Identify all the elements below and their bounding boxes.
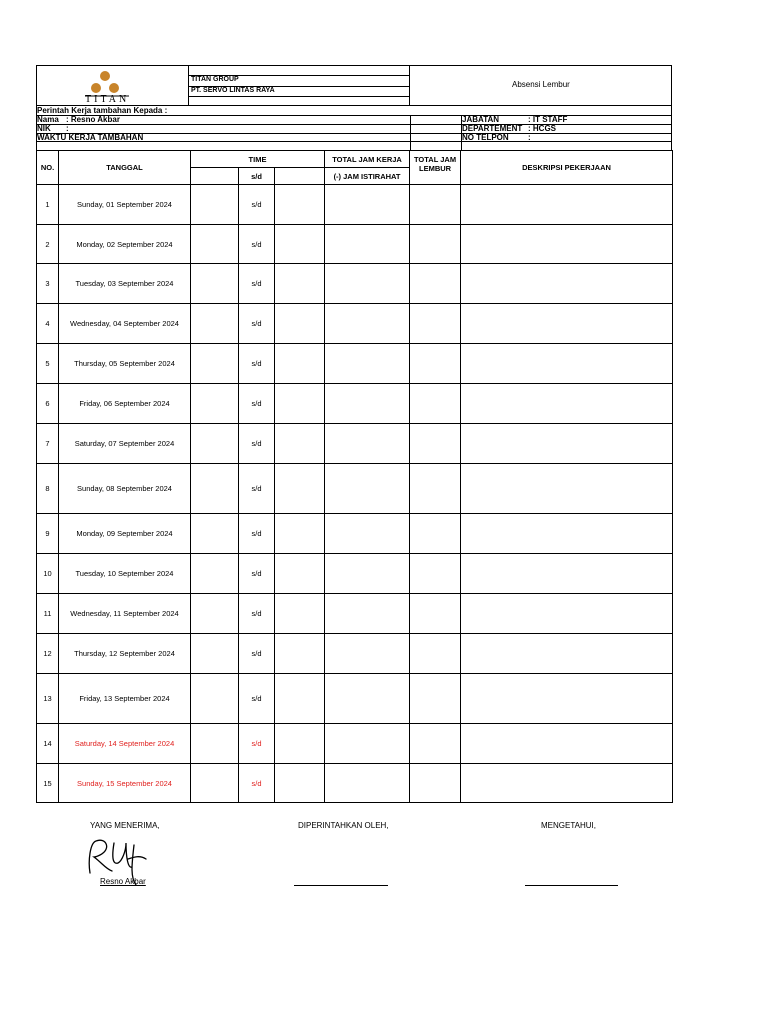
col-deskripsi-header: DESKRIPSI PEKERJAAN [461,151,673,185]
table-row [37,464,673,514]
dept-label: DEPARTEMENT [462,124,523,133]
total-lembur-cell [410,384,461,424]
time-end-cell [275,464,325,514]
table-row [37,304,673,344]
total-kerja-cell [325,185,410,225]
total-lembur-cell [410,225,461,264]
row-no: 8 [37,464,59,514]
time-start-cell [191,384,239,424]
row-date: Sunday, 15 September 2024 [59,764,191,803]
time-start-cell [191,554,239,594]
time-from-cell [191,168,239,185]
deskripsi-cell [461,464,673,514]
row-date: Friday, 06 September 2024 [59,384,191,424]
time-end-cell [275,634,325,674]
row-date: Sunday, 01 September 2024 [59,185,191,225]
row-no: 10 [37,554,59,594]
row-sd: s/d [239,264,275,304]
receiver-label: YANG MENERIMA, [90,821,160,830]
time-start-cell [191,764,239,803]
row-sd: s/d [239,185,275,225]
time-start-cell [191,424,239,464]
total-lembur-cell [410,264,461,304]
jabatan-label: JABATAN [462,115,500,124]
total-kerja-cell [325,634,410,674]
logo [37,66,189,105]
table-row [37,514,673,554]
table-row [37,264,673,304]
row-sd: s/d [239,304,275,344]
total-kerja-cell [325,225,410,264]
total-kerja-cell [325,424,410,464]
total-lembur-cell [410,464,461,514]
row-no: 3 [37,264,59,304]
deskripsi-cell [461,264,673,304]
row-no: 11 [37,594,59,634]
row-sd: s/d [239,225,275,264]
total-kerja-cell [325,464,410,514]
total-lembur-cell [410,185,461,225]
row-sd: s/d [239,634,275,674]
col-total-lembur-header: TOTAL JAM LEMBUR [410,151,461,185]
total-lembur-cell [410,764,461,803]
time-to-cell [275,168,325,185]
total-kerja-cell [325,344,410,384]
total-lembur-cell [410,724,461,764]
deskripsi-cell [461,594,673,634]
row-date: Tuesday, 03 September 2024 [59,264,191,304]
receiver-name: Resno Akbar [100,877,146,886]
row-no: 4 [37,304,59,344]
info-block [36,106,672,150]
row-date: Tuesday, 10 September 2024 [59,554,191,594]
col-istirahat-header: (-) JAM ISTIRAHAT [325,168,410,185]
doc-title: Absensi Lembur [512,80,570,89]
nik-label: NIK [37,124,51,133]
deskripsi-cell [461,514,673,554]
row-no: 7 [37,424,59,464]
row-no: 14 [37,724,59,764]
row-date: Monday, 02 September 2024 [59,225,191,264]
row-sd: s/d [239,514,275,554]
name-value: : Resno Akbar [66,115,120,124]
telp-label: NO TELPON [462,133,509,142]
row-date: Saturday, 14 September 2024 [59,724,191,764]
acknowledged-label: MENGETAHUI, [541,821,596,830]
company-group: TITAN GROUP [191,76,239,83]
time-start-cell [191,594,239,634]
name-label: Nama [37,115,59,124]
time-end-cell [275,594,325,634]
time-end-cell [275,384,325,424]
col-total-kerja-header: TOTAL JAM KERJA [325,151,410,168]
deskripsi-cell [461,185,673,225]
total-kerja-cell [325,554,410,594]
table-row [37,594,673,634]
overtime-table [36,150,673,803]
table-row [37,384,673,424]
jabatan-value: : IT STAFF [528,115,568,124]
deskripsi-cell [461,424,673,464]
total-lembur-cell [410,594,461,634]
total-kerja-cell [325,764,410,803]
col-sd-header: s/d [239,168,275,185]
total-lembur-cell [410,304,461,344]
row-no: 9 [37,514,59,554]
col-no-header: NO. [37,151,59,185]
company-block [189,66,410,105]
row-sd: s/d [239,764,275,803]
order-label: Perintah Kerja tambahan Kepada : [37,106,168,115]
total-lembur-cell [410,344,461,384]
time-end-cell [275,724,325,764]
row-sd: s/d [239,554,275,594]
ordered-signature-line [294,885,388,886]
row-sd: s/d [239,424,275,464]
total-kerja-cell [325,594,410,634]
total-kerja-cell [325,264,410,304]
table-row [37,185,673,225]
table-row [37,634,673,674]
time-start-cell [191,225,239,264]
total-lembur-cell [410,424,461,464]
table-row [37,724,673,764]
time-end-cell [275,185,325,225]
nik-value: : [66,124,69,133]
time-end-cell [275,554,325,594]
deskripsi-cell [461,225,673,264]
ordered-label: DIPERINTAHKAN OLEH, [298,821,389,830]
time-end-cell [275,424,325,464]
deskripsi-cell [461,344,673,384]
row-no: 12 [37,634,59,674]
row-no: 5 [37,344,59,384]
row-no: 2 [37,225,59,264]
time-start-cell [191,264,239,304]
time-end-cell [275,225,325,264]
deskripsi-cell [461,384,673,424]
time-start-cell [191,514,239,554]
row-no: 1 [37,185,59,225]
row-date: Monday, 09 September 2024 [59,514,191,554]
row-date: Saturday, 07 September 2024 [59,424,191,464]
time-end-cell [275,304,325,344]
row-sd: s/d [239,464,275,514]
time-end-cell [275,514,325,554]
col-time-header: TIME [191,151,325,168]
dept-value: : HCGS [528,124,556,133]
row-date: Friday, 13 September 2024 [59,674,191,724]
total-lembur-cell [410,514,461,554]
row-date: Thursday, 12 September 2024 [59,634,191,674]
deskripsi-cell [461,674,673,724]
total-kerja-cell [325,674,410,724]
row-sd: s/d [239,674,275,724]
total-kerja-cell [325,304,410,344]
row-date: Wednesday, 11 September 2024 [59,594,191,634]
total-kerja-cell [325,514,410,554]
time-start-cell [191,344,239,384]
acknowledged-signature-line [525,885,618,886]
logo-text: TITAN [85,94,130,105]
deskripsi-cell [461,304,673,344]
time-end-cell [275,264,325,304]
deskripsi-cell [461,724,673,764]
total-lembur-cell [410,674,461,724]
table-row [37,344,673,384]
total-lembur-cell [410,554,461,594]
company-name: PT. SERVO LINTAS RAYA [191,87,275,94]
row-no: 13 [37,674,59,724]
total-kerja-cell [325,724,410,764]
row-date: Thursday, 05 September 2024 [59,344,191,384]
row-no: 15 [37,764,59,803]
time-start-cell [191,634,239,674]
time-start-cell [191,724,239,764]
time-start-cell [191,304,239,344]
deskripsi-cell [461,634,673,674]
time-end-cell [275,674,325,724]
telp-value: : [528,133,531,142]
col-tanggal-header: TANGGAL [59,151,191,185]
table-row [37,554,673,594]
waktu-label: WAKTU KERJA TAMBAHAN [37,133,144,142]
table-row [37,424,673,464]
row-no: 6 [37,384,59,424]
row-sd: s/d [239,724,275,764]
time-start-cell [191,464,239,514]
time-end-cell [275,764,325,803]
table-row [37,764,673,803]
row-sd: s/d [239,384,275,424]
time-end-cell [275,344,325,384]
time-start-cell [191,674,239,724]
table-row [37,225,673,264]
row-sd: s/d [239,594,275,634]
total-kerja-cell [325,384,410,424]
row-sd: s/d [239,344,275,384]
row-date: Sunday, 08 September 2024 [59,464,191,514]
table-row [37,674,673,724]
deskripsi-cell [461,764,673,803]
time-start-cell [191,185,239,225]
total-lembur-cell [410,634,461,674]
deskripsi-cell [461,554,673,594]
row-date: Wednesday, 04 September 2024 [59,304,191,344]
